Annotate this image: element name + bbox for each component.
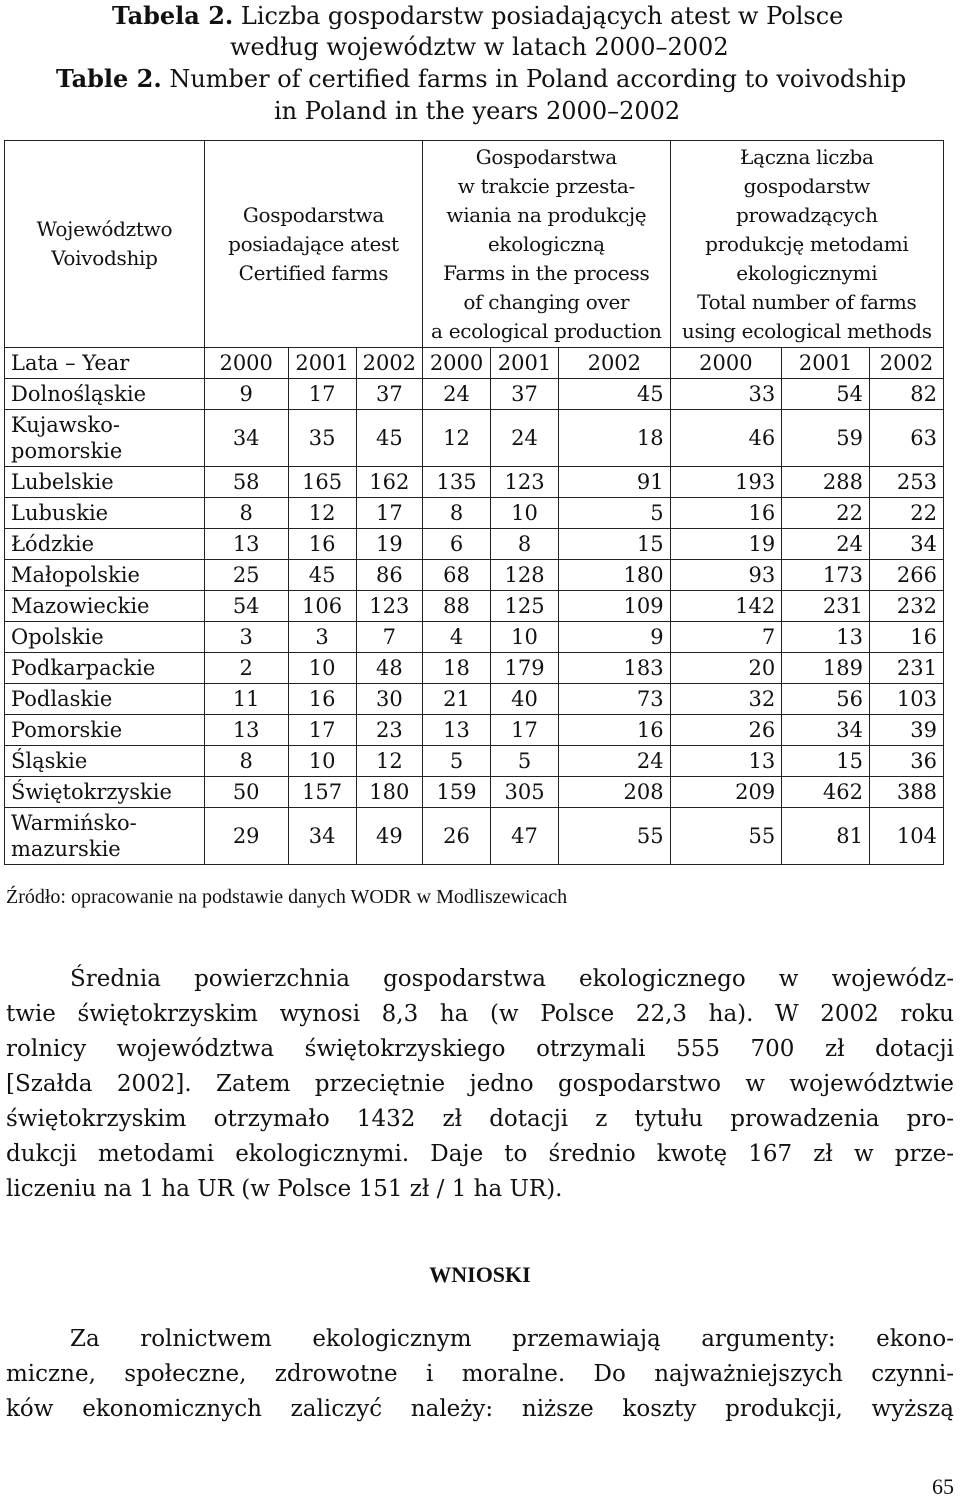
value-cell: 55 (670, 808, 782, 865)
value-cell: 6 (423, 529, 491, 560)
value-cell: 16 (870, 622, 944, 653)
value-cell: 12 (288, 498, 356, 529)
value-cell: 26 (423, 808, 491, 865)
region-name: Podlaskie (5, 684, 205, 715)
value-cell: 54 (204, 591, 288, 622)
value-cell: 34 (288, 808, 356, 865)
table-row (5, 808, 944, 865)
region-name: Łódzkie (5, 529, 205, 560)
region-name-line: Warmińsko- (11, 811, 137, 835)
region-name: Dolnośląskie (5, 379, 205, 410)
value-cell: 266 (870, 560, 944, 591)
region-name-line: pomorskie (11, 439, 123, 463)
value-cell: 48 (356, 653, 422, 684)
paragraph-line: Średnia powierzchnia gospodarstwa ekologicznego w wojewódz- (70, 966, 954, 992)
value-cell: 8 (204, 746, 288, 777)
header-total-line: Total number of farms (697, 289, 917, 314)
value-cell: 10 (491, 622, 559, 653)
value-cell: 25 (204, 560, 288, 591)
value-cell: 33 (670, 379, 782, 410)
header-certified-line: posiadające atest (228, 231, 399, 256)
value-cell: 3 (288, 622, 356, 653)
table-row (5, 529, 944, 560)
value-cell: 173 (782, 560, 870, 591)
caption-en-title: Number of certified farms in Poland according to voivodship (169, 65, 907, 93)
value-cell: 462 (782, 777, 870, 808)
value-cell: 189 (782, 653, 870, 684)
header-total-line: Łączna liczba (740, 144, 874, 169)
value-cell: 24 (491, 410, 559, 467)
region-name: Lubuskie (5, 498, 205, 529)
table-row (5, 777, 944, 808)
value-cell: 22 (782, 498, 870, 529)
value-cell: 8 (423, 498, 491, 529)
paragraph-line: liczeniu na 1 ha UR (w Polsce 151 zł / 1 ha UR). (6, 1176, 563, 1202)
table-row (5, 410, 944, 467)
paragraph-line: rolnicy województwa świętokrzyskiego otrzymali 555 700 zł dotacji (6, 1036, 954, 1062)
value-cell: 13 (423, 715, 491, 746)
value-cell: 208 (559, 777, 671, 808)
value-cell: 288 (782, 467, 870, 498)
value-cell: 93 (670, 560, 782, 591)
table-row (5, 622, 944, 653)
header-region (5, 141, 205, 348)
value-cell: 7 (356, 622, 422, 653)
year-cell: 2001 (491, 348, 559, 379)
header-total-line: gospodarstw (743, 173, 870, 198)
table-row (5, 560, 944, 591)
table-row (5, 684, 944, 715)
value-cell: 47 (491, 808, 559, 865)
value-cell: 91 (559, 467, 671, 498)
value-cell: 106 (288, 591, 356, 622)
year-cell: 2002 (559, 348, 671, 379)
value-cell: 305 (491, 777, 559, 808)
value-cell: 123 (491, 467, 559, 498)
value-cell: 55 (559, 808, 671, 865)
year-label: Lata – Year (5, 348, 205, 379)
value-cell: 37 (356, 379, 422, 410)
value-cell: 209 (670, 777, 782, 808)
value-cell: 13 (204, 715, 288, 746)
value-cell: 54 (782, 379, 870, 410)
value-cell: 5 (423, 746, 491, 777)
table-row (5, 379, 944, 410)
value-cell: 157 (288, 777, 356, 808)
value-cell: 21 (423, 684, 491, 715)
year-cell: 2000 (423, 348, 491, 379)
value-cell: 10 (491, 498, 559, 529)
header-process-line: a ecological production (431, 318, 662, 343)
value-cell: 18 (559, 410, 671, 467)
region-name-line: Kujawsko- (11, 413, 120, 437)
value-cell: 86 (356, 560, 422, 591)
caption-pl-line1 (112, 0, 843, 32)
table-row (5, 746, 944, 777)
value-cell: 46 (670, 410, 782, 467)
years-row (5, 348, 944, 379)
value-cell: 231 (870, 653, 944, 684)
table-row (5, 653, 944, 684)
caption-en-line2: in Poland in the years 2000–2002 (274, 97, 681, 125)
value-cell: 88 (423, 591, 491, 622)
value-cell: 388 (870, 777, 944, 808)
header-certified (204, 141, 422, 348)
value-cell: 10 (288, 746, 356, 777)
value-cell: 12 (423, 410, 491, 467)
caption-pl-line2: według województw w latach 2000–2002 (230, 33, 729, 61)
paragraph-line: ków ekonomicznych zaliczyć należy: niższe koszty produkcji, wyższą (6, 1396, 954, 1422)
page-number: 65 (932, 1474, 954, 1499)
header-process (423, 141, 671, 348)
value-cell: 45 (559, 379, 671, 410)
value-cell: 11 (204, 684, 288, 715)
header-total (670, 141, 943, 348)
value-cell: 24 (559, 746, 671, 777)
value-cell: 18 (423, 653, 491, 684)
value-cell: 45 (288, 560, 356, 591)
header-total-line: using ecological methods (681, 318, 932, 343)
region-name: Pomorskie (5, 715, 205, 746)
value-cell: 123 (356, 591, 422, 622)
value-cell: 3 (204, 622, 288, 653)
year-cell: 2002 (356, 348, 422, 379)
value-cell: 180 (356, 777, 422, 808)
value-cell: 159 (423, 777, 491, 808)
value-cell: 63 (870, 410, 944, 467)
region-name: Śląskie (5, 746, 205, 777)
region-name-line: mazurskie (11, 837, 121, 861)
value-cell: 45 (356, 410, 422, 467)
value-cell: 39 (870, 715, 944, 746)
value-cell: 5 (559, 498, 671, 529)
paragraph-line: świętokrzyskim otrzymało 1432 zł dotacji z tytułu prowadzenia pro- (6, 1106, 954, 1132)
value-cell: 17 (288, 379, 356, 410)
header-process-line: of changing over (463, 289, 630, 314)
table-row (5, 467, 944, 498)
value-cell: 13 (782, 622, 870, 653)
year-cell: 2000 (204, 348, 288, 379)
header-certified-line: Gospodarstwa (242, 202, 384, 227)
value-cell: 232 (870, 591, 944, 622)
caption-en-label: Table 2. (56, 64, 162, 93)
value-cell: 82 (870, 379, 944, 410)
value-cell: 165 (288, 467, 356, 498)
region-name: Lubelskie (5, 467, 205, 498)
value-cell: 12 (356, 746, 422, 777)
value-cell: 22 (870, 498, 944, 529)
value-cell: 59 (782, 410, 870, 467)
header-region-en: Voivodship (51, 246, 158, 270)
value-cell: 9 (559, 622, 671, 653)
value-cell: 32 (670, 684, 782, 715)
paragraph-line: twie świętokrzyskim wynosi 8,3 ha (w Polsce 22,3 ha). W 2002 roku (6, 1001, 954, 1027)
value-cell: 26 (670, 715, 782, 746)
value-cell: 8 (204, 498, 288, 529)
caption-pl-title: Liczba gospodarstw posiadających atest w Polsce (240, 2, 844, 30)
value-cell: 7 (670, 622, 782, 653)
value-cell: 180 (559, 560, 671, 591)
header-region-pl: Województwo (36, 217, 173, 241)
value-cell: 4 (423, 622, 491, 653)
value-cell: 68 (423, 560, 491, 591)
region-name (5, 410, 205, 467)
value-cell: 103 (870, 684, 944, 715)
value-cell: 142 (670, 591, 782, 622)
value-cell: 109 (559, 591, 671, 622)
value-cell: 34 (870, 529, 944, 560)
value-cell: 36 (870, 746, 944, 777)
header-process-line: Gospodarstwa (475, 144, 617, 169)
value-cell: 2 (204, 653, 288, 684)
value-cell: 16 (670, 498, 782, 529)
header-process-line: wiania na produkcję (446, 202, 647, 227)
value-cell: 50 (204, 777, 288, 808)
value-cell: 17 (356, 498, 422, 529)
paragraph-line: dukcji metodami ekologicznymi. Daje to średnio kwotę 167 zł w prze- (6, 1141, 954, 1167)
value-cell: 58 (204, 467, 288, 498)
value-cell: 56 (782, 684, 870, 715)
body-paragraph-2 (6, 1322, 954, 1427)
year-cell: 2000 (670, 348, 782, 379)
value-cell: 49 (356, 808, 422, 865)
value-cell: 17 (491, 715, 559, 746)
farms-table (4, 140, 944, 865)
region-name: Podkarpackie (5, 653, 205, 684)
table-row (5, 715, 944, 746)
value-cell: 104 (870, 808, 944, 865)
value-cell: 162 (356, 467, 422, 498)
value-cell: 81 (782, 808, 870, 865)
value-cell: 8 (491, 529, 559, 560)
region-name: Małopolskie (5, 560, 205, 591)
section-heading: WNIOSKI (429, 1262, 531, 1287)
region-name (5, 808, 205, 865)
value-cell: 40 (491, 684, 559, 715)
header-certified-line: Certified farms (238, 260, 389, 285)
value-cell: 16 (559, 715, 671, 746)
value-cell: 125 (491, 591, 559, 622)
value-cell: 15 (559, 529, 671, 560)
value-cell: 16 (288, 684, 356, 715)
value-cell: 29 (204, 808, 288, 865)
header-process-line: ekologiczną (487, 231, 605, 256)
value-cell: 179 (491, 653, 559, 684)
value-cell: 17 (288, 715, 356, 746)
paragraph-line: Za rolnictwem ekologicznym przemawiają argumenty: ekono- (70, 1326, 954, 1352)
table-row (5, 591, 944, 622)
value-cell: 34 (204, 410, 288, 467)
paragraph-line: miczne, społeczne, zdrowotne i moralne. Do najważniejszych czynni- (6, 1361, 954, 1387)
value-cell: 24 (423, 379, 491, 410)
header-total-line: produkcję metodami (705, 231, 909, 256)
region-name: Świętokrzyskie (5, 777, 205, 808)
caption-en-line1 (56, 63, 906, 95)
value-cell: 16 (288, 529, 356, 560)
paragraph-line: [Szałda 2002]. Zatem przeciętnie jedno gospodarstwo w województwie (6, 1071, 954, 1097)
value-cell: 19 (356, 529, 422, 560)
value-cell: 24 (782, 529, 870, 560)
value-cell: 37 (491, 379, 559, 410)
value-cell: 135 (423, 467, 491, 498)
value-cell: 15 (782, 746, 870, 777)
region-name: Mazowieckie (5, 591, 205, 622)
region-name: Opolskie (5, 622, 205, 653)
value-cell: 5 (491, 746, 559, 777)
value-cell: 34 (782, 715, 870, 746)
value-cell: 23 (356, 715, 422, 746)
value-cell: 35 (288, 410, 356, 467)
year-cell: 2002 (870, 348, 944, 379)
value-cell: 193 (670, 467, 782, 498)
value-cell: 9 (204, 379, 288, 410)
value-cell: 13 (670, 746, 782, 777)
value-cell: 19 (670, 529, 782, 560)
header-total-line: prowadzących (735, 202, 878, 227)
header-total-line: ekologicznymi (736, 260, 878, 285)
value-cell: 10 (288, 653, 356, 684)
value-cell: 20 (670, 653, 782, 684)
body-paragraph-1 (6, 962, 954, 1207)
table-row (5, 498, 944, 529)
value-cell: 183 (559, 653, 671, 684)
value-cell: 13 (204, 529, 288, 560)
header-row (5, 141, 944, 348)
source-note: Źródło: opracowanie na podstawie danych WODR w Modliszewicach (6, 886, 568, 908)
value-cell: 128 (491, 560, 559, 591)
value-cell: 73 (559, 684, 671, 715)
header-process-line: Farms in the process (443, 260, 650, 285)
year-cell: 2001 (288, 348, 356, 379)
caption-pl-label: Tabela 2. (112, 1, 234, 30)
year-cell: 2001 (782, 348, 870, 379)
value-cell: 253 (870, 467, 944, 498)
header-process-line: w trakcie przesta- (457, 173, 635, 198)
value-cell: 30 (356, 684, 422, 715)
value-cell: 231 (782, 591, 870, 622)
